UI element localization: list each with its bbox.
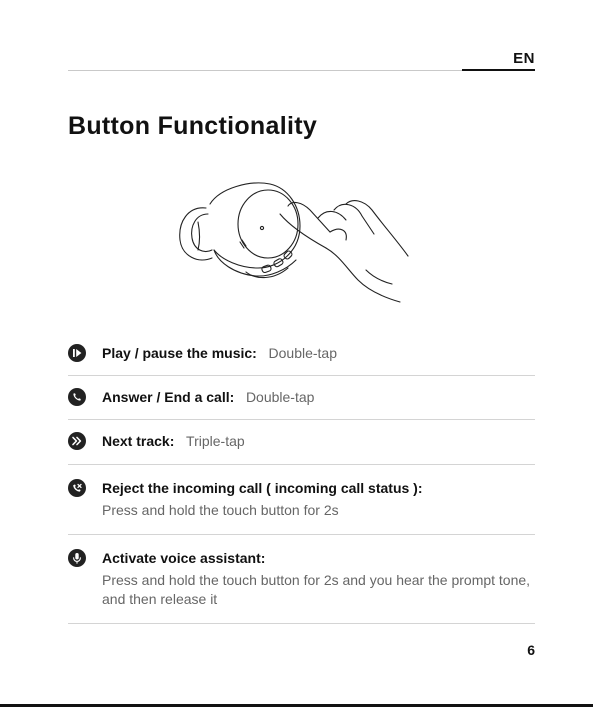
play-pause-icon xyxy=(68,344,86,362)
next-track-icon xyxy=(68,432,86,450)
function-gesture: Triple-tap xyxy=(186,433,245,449)
divider xyxy=(68,375,535,376)
function-gesture: Double-tap xyxy=(245,389,315,405)
microphone-icon xyxy=(68,549,86,567)
phone-icon xyxy=(68,388,86,406)
divider xyxy=(68,419,535,420)
function-gesture: Double-tap xyxy=(268,345,338,361)
function-label: Answer / End a call: xyxy=(102,389,235,405)
divider xyxy=(68,623,535,624)
reject-call-icon xyxy=(68,479,86,497)
function-label: Play / pause the music: xyxy=(102,345,257,361)
function-description: Press and hold the touch button for 2s xyxy=(102,502,339,518)
earbud-touch-illustration xyxy=(170,170,430,310)
function-description: Press and hold the touch button for 2s and you hear the prompt tone, and then release it xyxy=(102,572,531,607)
page-number: 6 xyxy=(527,642,535,658)
function-label: Next track: xyxy=(102,433,175,449)
divider xyxy=(68,534,535,535)
function-label: Reject the incoming call ( incoming call status ): xyxy=(102,480,423,496)
function-label: Activate voice assistant: xyxy=(102,550,266,566)
header-rule-accent xyxy=(462,69,535,71)
language-label: EN xyxy=(513,50,535,67)
page-title: Button Functionality xyxy=(68,112,318,140)
divider xyxy=(68,464,535,465)
header-rule xyxy=(68,70,462,71)
